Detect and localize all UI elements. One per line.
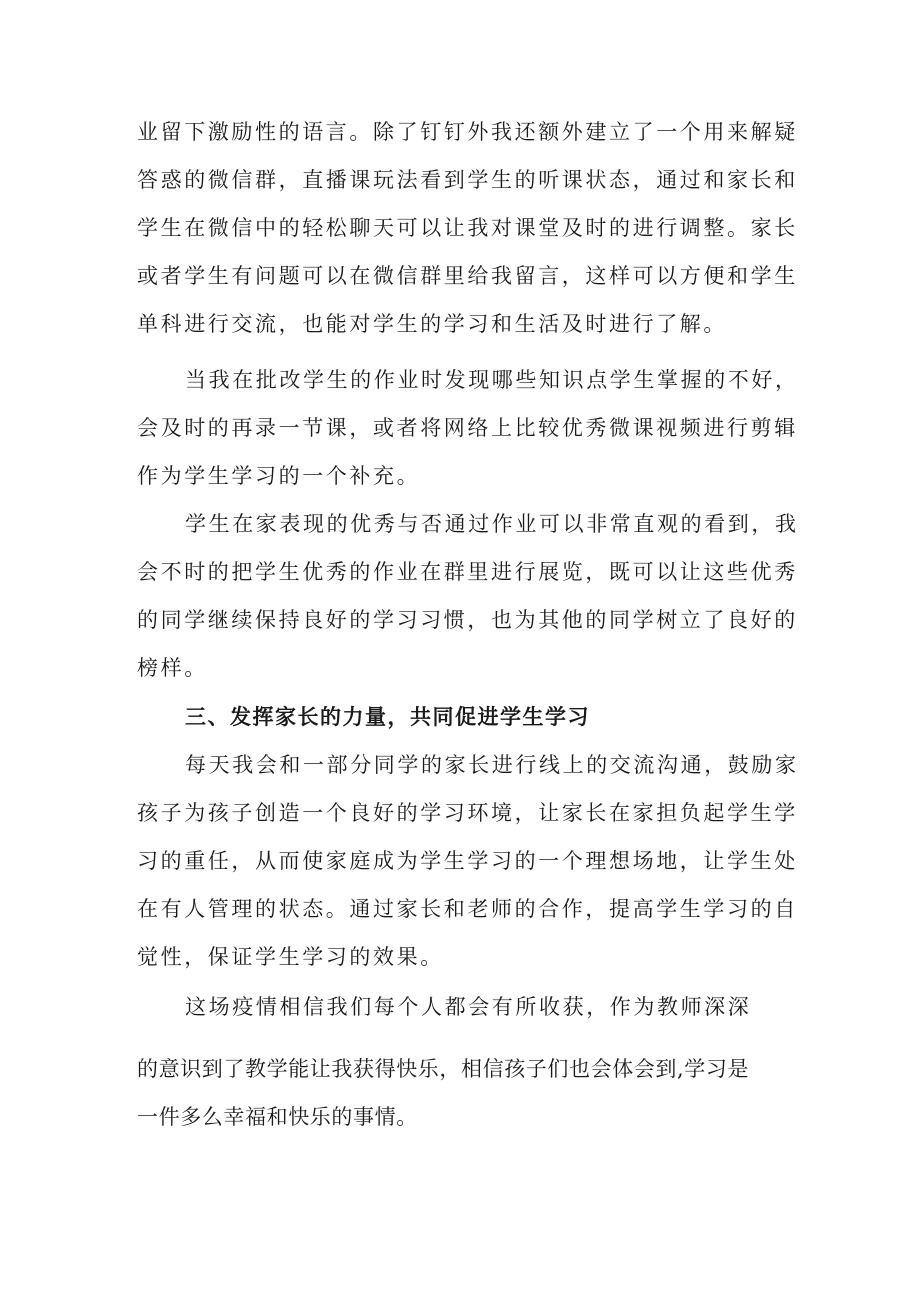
text-line: 当我在批改学生的作业时发现哪些知识点学生掌握的不好， [185, 368, 799, 392]
text-line: 作为学生学习的一个补充。 [137, 464, 421, 488]
section-heading: 三、发挥家长的力量，共同促进学生学习 [185, 705, 590, 729]
paragraph-3 [137, 500, 799, 692]
text-line: 业留下激励性的语言。除了钉钉外我还额外建立了一个用来解疑 [137, 120, 798, 144]
paragraph-5 [137, 1045, 787, 1141]
paragraph-4 [137, 741, 799, 981]
paragraph-5-first-line [137, 983, 787, 1031]
text-line: 学生在微信中的轻松聊天可以让我对课堂及时的进行调整。家长 [137, 216, 798, 240]
text-line: 孩子为孩子创造一个良好的学习环境，让家长在家担负起学生学 [137, 801, 798, 825]
text-line: 这场疫情相信我们每个人都会有所收获，作为教师深深 [185, 995, 752, 1019]
text-line: 或者学生有问题可以在微信群里给我留言，这样可以方便和学生 [137, 264, 798, 288]
text-line: 的同学继续保持良好的学习习惯，也为其他的同学树立了良好的 [137, 608, 798, 632]
text-line: 会不时的把学生优秀的作业在群里进行展览，既可以让这些优秀 [137, 560, 798, 584]
text-line: 答惑的微信群，直播课玩法看到学生的听课状态，通过和家长和 [137, 168, 798, 192]
text-line: 在有人管理的状态。通过家长和老师的合作，提高学生学习的自 [137, 897, 798, 921]
text-line: 榜样。 [137, 656, 208, 680]
text-line: 觉性，保证学生学习的效果。 [137, 945, 444, 969]
text-line: 学生在家表现的优秀与否通过作业可以非常直观的看到，我 [185, 512, 799, 536]
paragraph-1 [137, 108, 798, 348]
text-line: 每天我会和一部分同学的家长进行线上的交流沟通，鼓励家 [185, 753, 799, 777]
text-line: 会及时的再录一节课，或者将网络上比较优秀微课视频进行剪辑 [137, 416, 798, 440]
text-line: 单科进行交流，也能对学生的学习和生活及时进行了解。 [137, 312, 727, 336]
text-line: 习的重任，从而使家庭成为学生学习的一个理想场地，让学生处 [137, 849, 798, 873]
paragraph-2 [137, 356, 799, 500]
text-line: 一件多么幸福和快乐的事情。 [137, 1105, 418, 1129]
text-line: 的意识到了教学能让我获得快乐，相信孩子们也会体会到,学习是 [137, 1057, 750, 1081]
